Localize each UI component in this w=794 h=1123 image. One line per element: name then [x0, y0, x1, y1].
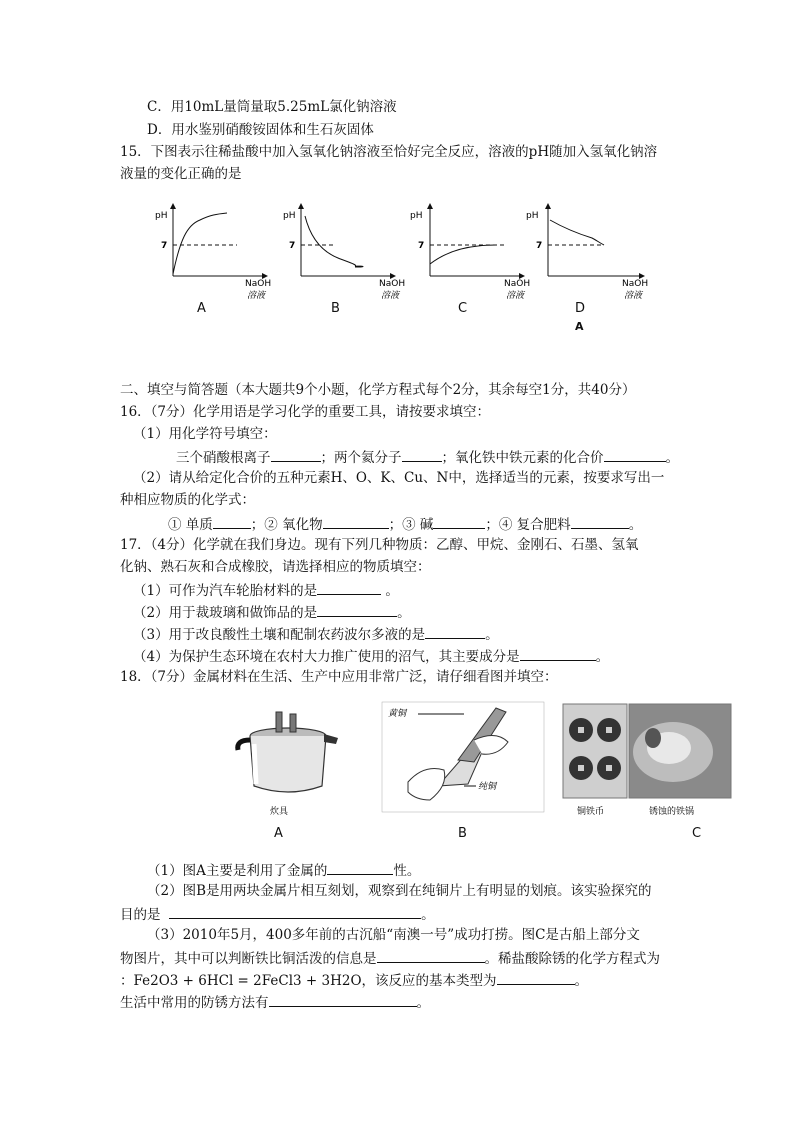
- fig-c-label: C: [692, 826, 702, 841]
- fig-c-caption2: 锈蚀的铁锅: [649, 807, 695, 817]
- q16-stem: 16．（7分）化学用语是学习化学的重要工具，请按要求填空：: [120, 404, 491, 420]
- q18-sub3-label: 物图片，其中可以判断铁比铜活泼的信息是: [120, 951, 377, 967]
- section2-title: 二、填空与简答题（本大题共9个小题，化学方程式每个2分，其余每空1分，共40分）: [120, 382, 636, 398]
- q15-stem-line2: 液量的变化正确的是: [120, 166, 242, 182]
- q18-sub3-line2: [120, 948, 660, 968]
- fig-c-coins-photo: [563, 704, 627, 798]
- graph-a-ylabel: pH: [155, 211, 168, 221]
- q16-part1-end: 。: [665, 450, 679, 466]
- q17-stem-line1: 17．（4分）化学就在我们身边。现有下列几种物质：乙醇、甲烷、金刚石、石墨、氢氧: [120, 537, 639, 553]
- q16-helium-blank[interactable]: [402, 447, 442, 462]
- q18-sub3-end: 。: [574, 973, 589, 989]
- q17-sub2-end: 。: [397, 605, 411, 621]
- q18-sub4-blank[interactable]: [269, 992, 417, 1007]
- q18-reaction-type-blank[interactable]: [497, 970, 575, 985]
- q17-sub1: [133, 580, 399, 600]
- q18-sub3-equation: ：Fe2O3 + 6HCl = 2FeCl3 + 3H2O，该反应的基本类型为: [120, 973, 497, 989]
- q18-sub2-end: 。: [421, 907, 435, 923]
- q16-fertilizer-blank[interactable]: [571, 514, 629, 529]
- q18-sub3-equation-intro: 。稀盐酸除锈的化学方程式为: [484, 951, 660, 967]
- graph-b-label: B: [331, 301, 340, 316]
- q18-sub3-line3: [120, 970, 588, 990]
- graph-b-xlabel2: 溶液: [381, 291, 400, 301]
- q18-sub1-label: （1）图A主要是利用了金属的: [147, 863, 328, 879]
- q14-option-c: C．用10mL量筒量取5.25mL氯化钠溶液: [147, 99, 397, 115]
- q16-items-line: [168, 514, 642, 534]
- q18-sub3-blank[interactable]: [377, 948, 485, 963]
- graph-d-tick-7: 7: [536, 241, 543, 251]
- q18-sub1: [147, 860, 420, 880]
- graph-c-xlabel1: NaOH: [504, 279, 531, 289]
- fig-a-caption: 炊具: [270, 807, 289, 817]
- q16-base-blank[interactable]: [433, 514, 485, 529]
- q17-sub2-blank[interactable]: [317, 602, 397, 617]
- fig-c-artifacts: [561, 702, 733, 820]
- fig-b-copper-label: 纯铜: [478, 782, 497, 792]
- q17-sub1-label: （1）可作为汽车轮胎材料的是: [133, 583, 318, 599]
- q18-sub2-label: 目的是: [120, 907, 161, 923]
- q18-sub4: [120, 992, 430, 1012]
- q17-sub3: [133, 624, 499, 644]
- q18-sub2-line1: （2）图B是用两块金属片相互刻划，观察到在纯铜片上有明显的划痕。该实验探究的: [147, 883, 652, 899]
- q16-part1: （1）用化学符号填空：: [133, 426, 277, 442]
- q18-sub4-label: 生活中常用的防锈方法有: [120, 995, 269, 1011]
- q18-sub3-line1: （3）2010年5月，400多年前的古沉船“南澳一号”成功打捞。图C是古船上部分文: [147, 927, 640, 943]
- q17-sub4: [133, 646, 609, 666]
- q17-sub3-label: （3）用于改良酸性土壤和配制农药波尔多液的是: [133, 627, 426, 643]
- fig-a-valve-left: [276, 712, 282, 732]
- graph-a-label: A: [197, 301, 206, 316]
- graph-a-curve: [173, 213, 227, 274]
- fig-a-handle-left: [238, 740, 250, 750]
- q17-stem-line2: 化钠、熟石灰和合成橡胶，请选择相应的物质填空：: [120, 559, 431, 575]
- q18-sub2-blank[interactable]: [169, 904, 421, 919]
- q17-sub4-blank[interactable]: [520, 646, 596, 661]
- fig-b-brass-label: 黄铜: [388, 709, 407, 719]
- q17-sub3-blank[interactable]: [425, 624, 485, 639]
- stray-mark: A: [575, 320, 584, 333]
- q17-sub2: [133, 602, 411, 622]
- graph-a-tick-7: 7: [161, 241, 168, 251]
- q17-sub4-end: 。: [595, 649, 610, 665]
- q17-sub2-label: （2）用于裁玻璃和做饰品的是: [133, 605, 318, 621]
- q15-stem-line1: 15．下图表示往稀盐酸中加入氢氧化钠溶液至恰好完全反应，溶液的pH随加入氢氧化钠溶: [120, 144, 658, 160]
- q18-stem: 18．（7分）金属材料在生活、生产中应用非常广泛，请仔细看图并填空：: [120, 669, 558, 685]
- q16-nitrate-label: 三个硝酸根离子: [176, 450, 271, 466]
- graph-b-tick-7: 7: [289, 241, 296, 251]
- graph-c-curve: [430, 245, 496, 264]
- q14-option-d: D．用水鉴别硝酸铵固体和生石灰固体: [147, 122, 374, 138]
- graph-a-xlabel1: NaOH: [245, 279, 272, 289]
- graph-c-ylabel: pH: [410, 211, 423, 221]
- q16-item-base-label: ；③ 碱: [388, 517, 434, 533]
- q18-sub4-end: 。: [416, 995, 430, 1011]
- fig-a-valve-right: [290, 714, 296, 732]
- q16-items-end: 。: [628, 517, 643, 533]
- fig-a-highlight: [254, 744, 256, 784]
- q16-item-oxide-label: ；② 氧化物: [250, 517, 323, 533]
- q16-valence-label: ；氧化铁中铁元素的化合价: [441, 450, 604, 466]
- graph-d-ylabel: pH: [526, 211, 539, 221]
- q16-part2-line1: （2）请从给定化合价的五种元素H、O、K、Cu、N中，选择适当的元素，按要求写出一: [133, 470, 665, 486]
- graph-a-xlabel2: 溶液: [247, 291, 266, 301]
- fig-c-caption1: 铜铁币: [577, 807, 605, 817]
- graph-c: [408, 200, 533, 305]
- q18-sub1-blank[interactable]: [327, 860, 393, 875]
- fig-b-label: B: [458, 826, 467, 841]
- graph-c-label: C: [458, 301, 468, 316]
- graph-d-xlabel1: NaOH: [622, 279, 649, 289]
- fig-a-label: A: [274, 826, 283, 841]
- graph-d-label: D: [575, 301, 586, 316]
- q17-sub1-blank[interactable]: [317, 580, 381, 595]
- graph-b-ylabel: pH: [283, 211, 296, 221]
- q16-item-fertilizer-label: ；④ 复合肥料: [485, 517, 571, 533]
- q16-nitrate-blank[interactable]: [271, 447, 321, 462]
- q16-element-blank[interactable]: [213, 514, 251, 529]
- fig-a-handle-right: [324, 734, 338, 744]
- q16-valence-blank[interactable]: [604, 447, 666, 462]
- graph-b-xlabel1: NaOH: [379, 279, 406, 289]
- graph-d: [524, 200, 654, 305]
- q17-sub4-label: （4）为保护生态环境在农村大力推广使用的沼气，其主要成分是: [133, 649, 520, 665]
- q16-helium-label: ；两个氦分子: [320, 450, 402, 466]
- graph-c-xlabel2: 溶液: [506, 291, 525, 301]
- graph-c-tick-7: 7: [418, 241, 425, 251]
- q17-sub3-end: 。: [485, 627, 499, 643]
- q18-sub1-end: 性。: [393, 863, 421, 879]
- q16-part2-line2: 种相应物质的化学式：: [120, 492, 255, 508]
- q16-oxide-blank[interactable]: [323, 514, 389, 529]
- fig-b-scratch-test: [378, 700, 548, 815]
- q17-sub1-end: 。: [385, 583, 399, 599]
- graph-a: [155, 200, 275, 305]
- graph-b-curve: [305, 216, 363, 267]
- fig-a-pressure-cooker: [230, 700, 340, 818]
- q18-sub2-line2: [120, 904, 435, 924]
- q16-part1-line: [176, 447, 679, 467]
- graph-d-xlabel2: 溶液: [624, 291, 643, 301]
- graph-b: [283, 200, 408, 305]
- fig-a-body: [250, 736, 326, 792]
- graph-d-curve: [550, 220, 604, 245]
- q16-item-element-label: ① 单质: [168, 517, 213, 533]
